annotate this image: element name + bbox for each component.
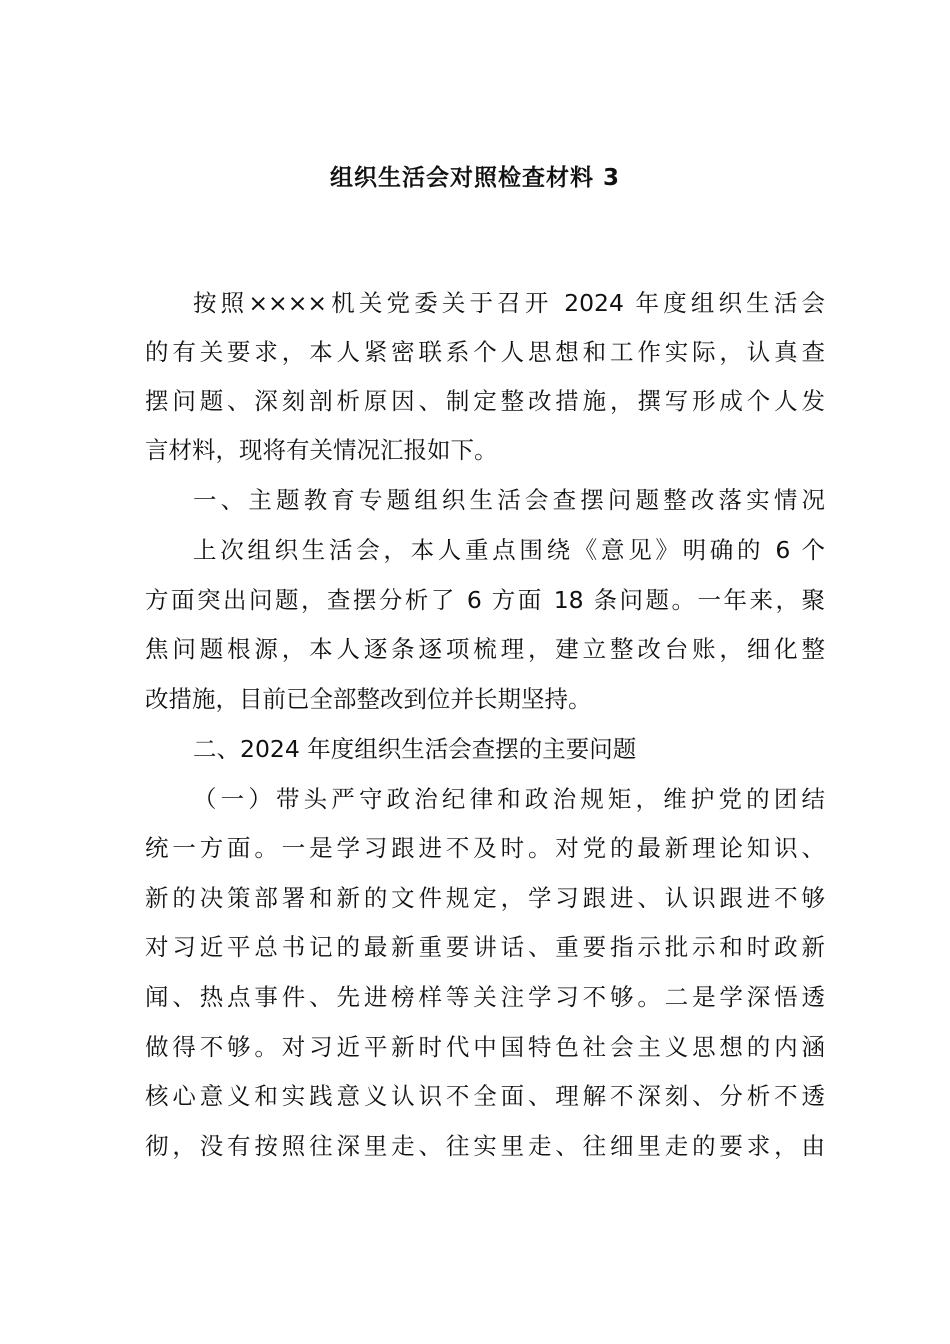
section-heading: 一、主题教育专题组织生活会查摆问题整改落实情况 [193,486,825,514]
paragraph-line: 方面突出问题，查摆分析了 6 方面 18 条问题。一年来，聚 [145,586,825,614]
paragraph-line: 的有关要求，本人紧密联系个人思想和工作实际，认真查 [145,338,825,366]
document-title: 组织生活会对照检查材料 3 [329,165,620,191]
paragraph-line: 焦问题根源，本人逐条逐项梳理，建立整改台账，细化整 [145,635,825,663]
paragraph-line: 新的决策部署和新的文件规定，学习跟进、认识跟进不够 [145,884,825,912]
paragraph-line: 核心意义和实践意义认识不全面、理解不深刻、分析不透 [145,1082,825,1110]
paragraph-line: （一）带头严守政治纪律和政治规矩，维护党的团结 [193,785,825,813]
paragraph-line: 彻，没有按照往深里走、往实里走、往细里走的要求，由 [145,1132,825,1160]
paragraph-line: 对习近平总书记的最新重要讲话、重要指示批示和时政新 [145,933,825,961]
paragraph-line: 按照××××机关党委关于召开 2024 年度组织生活会 [193,289,825,317]
section-heading: 二、2024 年度组织生活会查摆的主要问题 [193,735,637,763]
paragraph-line: 上次组织生活会，本人重点围绕《意见》明确的 6 个 [193,536,825,564]
paragraph-line: 统一方面。一是学习跟进不及时。对党的最新理论知识、 [145,834,825,862]
paragraph-line: 言材料，现将有关情况汇报如下。 [145,436,498,464]
paragraph-line: 闻、热点事件、先进榜样等关注学习不够。二是学深悟透 [145,983,825,1011]
paragraph-line: 做得不够。对习近平新时代中国特色社会主义思想的内涵 [145,1033,825,1061]
paragraph-line: 摆问题、深刻剖析原因、制定整改措施，撰写形成个人发 [145,387,825,415]
paragraph-line: 改措施，目前已全部整改到位并长期坚持。 [145,685,592,713]
